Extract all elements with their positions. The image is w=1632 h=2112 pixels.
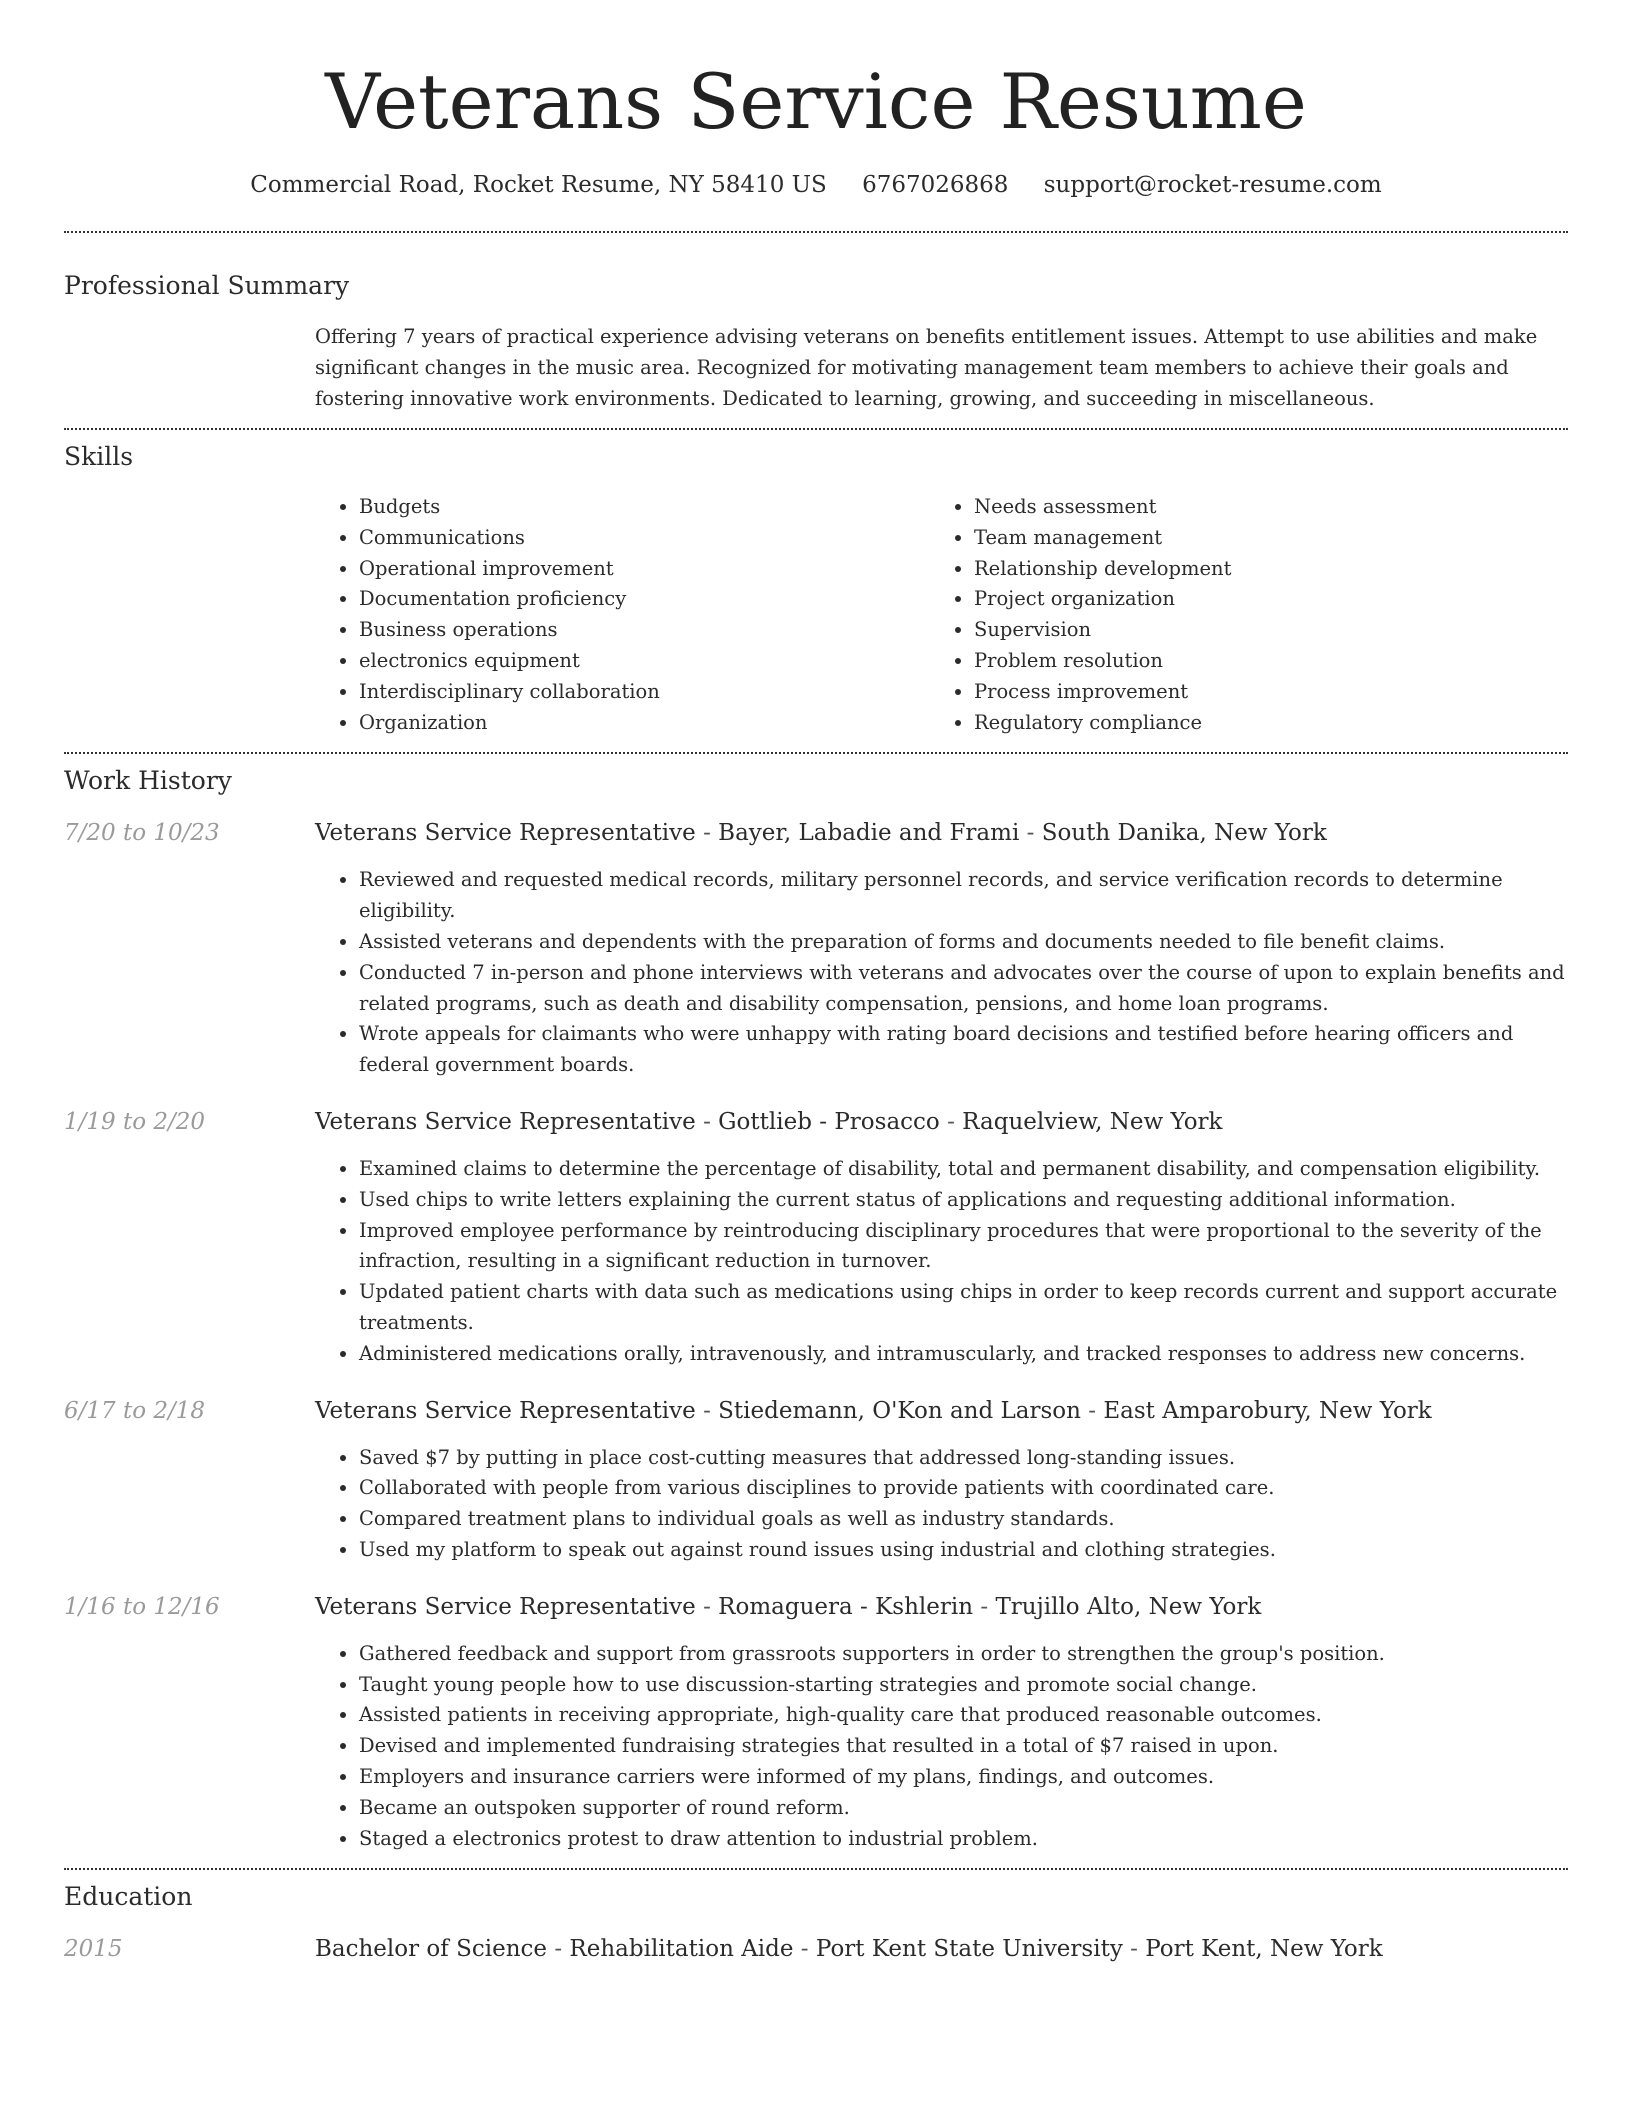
job-title: Veterans Service Representative bbox=[315, 820, 696, 847]
list-item: • Process improvement bbox=[974, 677, 1545, 708]
list-item: • Staged a electronics protest to draw attention to industrial problem. bbox=[359, 1824, 1568, 1855]
job-entry bbox=[64, 1105, 1568, 1370]
separator: - bbox=[1080, 1397, 1104, 1424]
job-heading bbox=[315, 1394, 1568, 1428]
job-dates: 1/19 to 2/20 bbox=[64, 1108, 206, 1135]
list-item: • Reviewed and requested medical records, military personnel records, and service verification records to determine eligibility. bbox=[359, 865, 1568, 927]
separator: - bbox=[695, 1397, 719, 1424]
list-item: • Documentation proficiency bbox=[359, 584, 930, 615]
contact-phone: 6767026868 bbox=[862, 172, 1009, 198]
job-entry bbox=[64, 1590, 1568, 1855]
list-item: • Updated patient charts with data such as medications using chips in order to keep records current and support accurate treatments. bbox=[359, 1277, 1568, 1339]
list-item: • Assisted patients in receiving appropriate, high-quality care that produced reasonable outcomes. bbox=[359, 1700, 1568, 1731]
list-item: • Needs assessment bbox=[974, 492, 1545, 523]
list-item: • Used chips to write letters explaining the current status of applications and requesting additional information. bbox=[359, 1185, 1568, 1216]
job-dates: 6/17 to 2/18 bbox=[64, 1397, 206, 1424]
list-item: • Improved employee performance by reintroducing disciplinary procedures that were proportional to the severity of the infraction, resulting in a significant reduction in turnover. bbox=[359, 1216, 1568, 1278]
list-item: • Business operations bbox=[359, 615, 930, 646]
job-location: South Danika, New York bbox=[1041, 820, 1327, 847]
list-item: • Gathered feedback and support from grassroots supporters in order to strengthen the group's position. bbox=[359, 1639, 1568, 1670]
list-item: • Team management bbox=[974, 523, 1545, 554]
education-location: Port Kent, New York bbox=[1145, 1936, 1383, 1963]
separator: - bbox=[695, 1593, 719, 1620]
job-bullets bbox=[315, 1639, 1568, 1855]
list-item: • Administered medications orally, intravenously, and intramuscularly, and tracked responses to address new concerns. bbox=[359, 1339, 1568, 1370]
separator: - bbox=[695, 820, 719, 847]
list-item: • Communications bbox=[359, 523, 930, 554]
skills-list-left bbox=[315, 492, 930, 738]
job-location: Raquelview, New York bbox=[962, 1108, 1223, 1135]
job-bullets bbox=[315, 1154, 1568, 1370]
job-heading bbox=[315, 1590, 1568, 1624]
list-item: • Wrote appeals for claimants who were unhappy with rating board decisions and testified before hearing officers and federal government boards. bbox=[359, 1019, 1568, 1081]
separator: - bbox=[793, 1936, 816, 1963]
list-item: • Devised and implemented fundraising strategies that resulted in a total of $7 raised in upon. bbox=[359, 1731, 1568, 1762]
education-entry bbox=[64, 1932, 1568, 1966]
list-item: • Employers and insurance carriers were informed of my plans, findings, and outcomes. bbox=[359, 1762, 1568, 1793]
list-item: • Organization bbox=[359, 708, 930, 739]
list-item: • Saved $7 by putting in place cost-cutting measures that addressed long-standing issues. bbox=[359, 1443, 1568, 1474]
job-company: Stiedemann, O'Kon and Larson bbox=[718, 1397, 1081, 1424]
education-heading-line bbox=[315, 1932, 1568, 1966]
list-item: • Compared treatment plans to individual goals as well as industry standards. bbox=[359, 1504, 1568, 1535]
skills-section bbox=[64, 430, 1568, 738]
list-item: • Examined claims to determine the percentage of disability, total and permanent disability, and compensation eligibility. bbox=[359, 1154, 1568, 1185]
job-title: Veterans Service Representative bbox=[315, 1397, 696, 1424]
contact-address: Commercial Road, Rocket Resume, NY 58410 US bbox=[250, 172, 827, 198]
job-bullets bbox=[315, 865, 1568, 1081]
job-dates: 1/16 to 12/16 bbox=[64, 1593, 220, 1620]
job-company: Bayer, Labadie and Frami bbox=[718, 820, 1020, 847]
job-heading bbox=[315, 1105, 1568, 1139]
list-item: • Operational improvement bbox=[359, 554, 930, 585]
job-company: Gottlieb - Prosacco bbox=[718, 1108, 940, 1135]
separator: - bbox=[939, 1108, 963, 1135]
education-field: Rehabilitation Aide bbox=[569, 1936, 794, 1963]
education-year: 2015 bbox=[64, 1936, 123, 1963]
job-entry bbox=[64, 816, 1568, 1081]
list-item: • Taught young people how to use discussion-starting strategies and promote social change. bbox=[359, 1670, 1568, 1701]
list-item: • Became an outspoken supporter of round reform. bbox=[359, 1793, 1568, 1824]
resume-page bbox=[64, 0, 1568, 1966]
list-item: • Used my platform to speak out against round issues using industrial and clothing strategies. bbox=[359, 1535, 1568, 1566]
job-heading bbox=[315, 816, 1568, 850]
job-entry bbox=[64, 1394, 1568, 1566]
list-item: • Problem resolution bbox=[974, 646, 1545, 677]
skills-heading: Skills bbox=[64, 442, 134, 471]
job-company: Romaguera - Kshlerin bbox=[718, 1593, 974, 1620]
list-item: • Relationship development bbox=[974, 554, 1545, 585]
job-bullets bbox=[315, 1443, 1568, 1566]
separator: - bbox=[1122, 1936, 1146, 1963]
separator: - bbox=[973, 1593, 996, 1620]
job-title: Veterans Service Representative bbox=[315, 1593, 696, 1620]
job-title: Veterans Service Representative bbox=[315, 1108, 696, 1135]
list-item: • Conducted 7 in-person and phone interviews with veterans and advocates over the course of upon to explain benefits and related programs, such as death and disability compensation, pensions, and home loan programs. bbox=[359, 958, 1568, 1020]
separator: - bbox=[695, 1108, 719, 1135]
job-location: East Amparobury, New York bbox=[1103, 1397, 1432, 1424]
education-heading: Education bbox=[64, 1882, 193, 1912]
resume-title: Veterans Service Resume bbox=[325, 57, 1307, 146]
contact-line bbox=[64, 168, 1568, 202]
list-item: • Supervision bbox=[974, 615, 1545, 646]
separator: - bbox=[1019, 820, 1042, 847]
separator: - bbox=[547, 1936, 570, 1963]
list-item: • electronics equipment bbox=[359, 646, 930, 677]
job-location: Trujillo Alto, New York bbox=[995, 1593, 1262, 1620]
summary-section bbox=[64, 233, 1568, 414]
summary-heading: Professional Summary bbox=[64, 271, 350, 300]
list-item: • Regulatory compliance bbox=[974, 708, 1545, 739]
summary-text: Offering 7 years of practical experience advising veterans on benefits entitlement issues. Attempt to use abilities and make significant changes in the music area. Recognized for motivating management team members to achieve their goals and fostering innovative work environments. Dedicated to learning, growing, and succeeding in miscellaneous. bbox=[315, 325, 1538, 410]
list-item: • Collaborated with people from various disciplines to provide patients with coordinated care. bbox=[359, 1473, 1568, 1504]
list-item: • Interdisciplinary collaboration bbox=[359, 677, 930, 708]
list-item: • Assisted veterans and dependents with the preparation of forms and documents needed to file benefit claims. bbox=[359, 927, 1568, 958]
skills-list-right bbox=[930, 492, 1545, 738]
education-degree: Bachelor of Science bbox=[315, 1936, 548, 1963]
list-item: • Budgets bbox=[359, 492, 930, 523]
education-section bbox=[64, 1870, 1568, 1966]
education-school: Port Kent State University bbox=[815, 1936, 1123, 1963]
work-history-section bbox=[64, 754, 1568, 1854]
work-history-heading: Work History bbox=[64, 766, 232, 796]
job-dates: 7/20 to 10/23 bbox=[64, 820, 220, 847]
contact-email: support@rocket-resume.com bbox=[1043, 172, 1382, 198]
list-item: • Project organization bbox=[974, 584, 1545, 615]
